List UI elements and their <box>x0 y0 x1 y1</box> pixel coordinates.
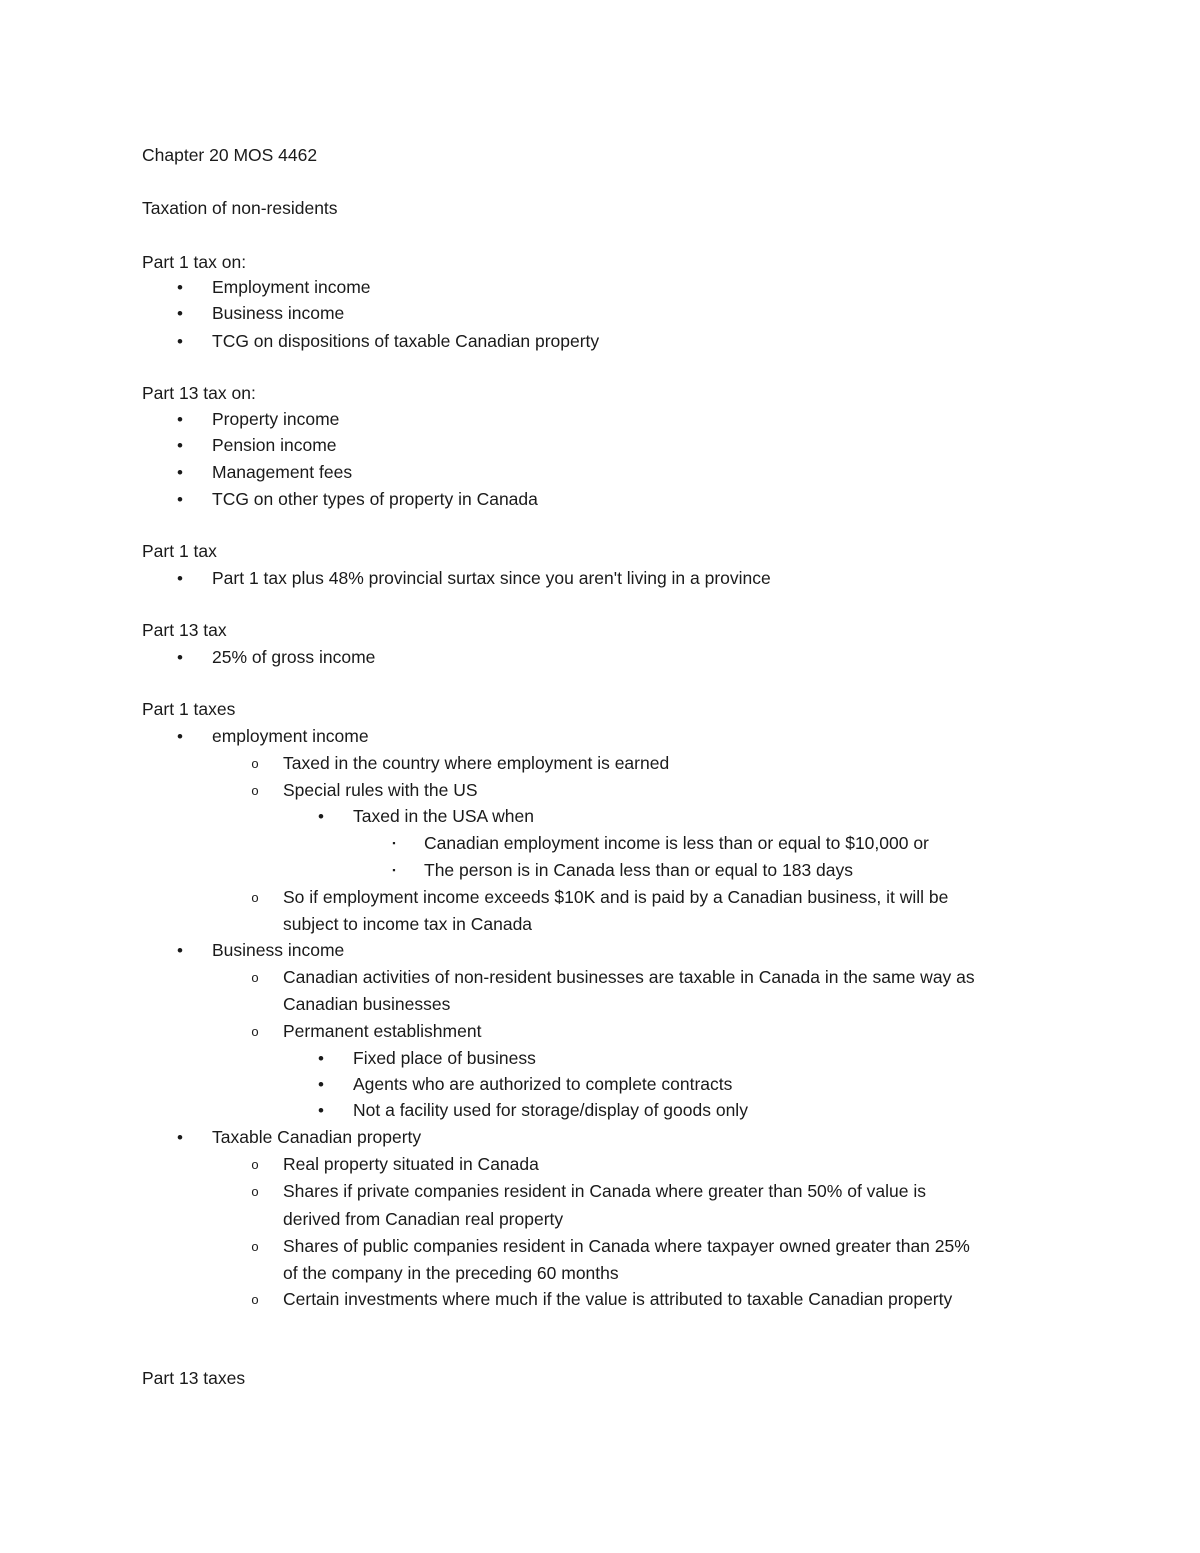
title-line <box>0 142 1200 169</box>
list-item: o Taxed in the country where employment is earned <box>0 750 1200 777</box>
list-item: • Property income <box>0 406 1200 433</box>
circle-bullet-icon: o <box>251 1292 259 1307</box>
list-item: o So if employment income exceeds $10K and is paid by a Canadian business, it will be <box>0 884 1200 911</box>
circle-bullet-icon: o <box>251 890 259 905</box>
list-item: • Management fees <box>0 459 1200 486</box>
square-bullet-icon: ▪ <box>392 865 396 875</box>
disc-bullet-icon: • <box>177 463 183 482</box>
list-item: • Business income <box>0 937 1200 964</box>
disc-bullet-icon: • <box>177 332 183 351</box>
list-item: • 25% of gross income <box>0 644 1200 671</box>
list-item: • Agents who are authorized to complete contracts <box>0 1071 1200 1098</box>
list-item: • Business income <box>0 300 1200 327</box>
list-item: • employment income <box>0 723 1200 750</box>
circle-bullet-icon: o <box>251 1024 259 1039</box>
section-heading: Part 13 taxes <box>142 1368 246 1388</box>
circle-bullet-icon: o <box>251 1157 259 1172</box>
disc-bullet-icon: • <box>177 278 183 297</box>
section-heading: Part 13 tax on: <box>142 383 256 403</box>
list-item: • Taxed in the USA when <box>0 803 1200 830</box>
disc-bullet-icon: • <box>177 569 183 588</box>
circle-bullet-icon: o <box>251 1184 259 1199</box>
disc-bullet-icon: • <box>318 1049 324 1068</box>
circle-bullet-icon: o <box>251 970 259 985</box>
circle-bullet-icon: o <box>251 783 259 798</box>
list-item: o Permanent establishment <box>0 1018 1200 1045</box>
section-heading: Part 1 taxes <box>142 699 236 719</box>
disc-bullet-icon: • <box>177 1128 183 1147</box>
disc-bullet-icon: • <box>177 304 183 323</box>
list-item: o Shares of public companies resident in Canada where taxpayer owned greater than 25% <box>0 1233 1200 1260</box>
circle-bullet-icon: o <box>251 1239 259 1254</box>
list-item-continuation: derived from Canadian real property <box>283 1209 564 1229</box>
disc-bullet-icon: • <box>318 807 324 826</box>
list-item: ▪ Canadian employment income is less than or equal to $10,000 or <box>0 830 1200 857</box>
circle-bullet-icon: o <box>251 756 259 771</box>
disc-bullet-icon: • <box>177 490 183 509</box>
disc-bullet-icon: • <box>177 436 183 455</box>
list-item: ▪ The person is in Canada less than or equal to 183 days <box>0 857 1200 884</box>
list-item-continuation: subject to income tax in Canada <box>283 914 533 934</box>
subtitle-line <box>0 195 1200 222</box>
list-item: o Shares if private companies resident in Canada where greater than 50% of value is <box>0 1178 1200 1205</box>
disc-bullet-icon: • <box>318 1075 324 1094</box>
disc-bullet-icon: • <box>177 648 183 667</box>
list-item: • Part 1 tax plus 48% provincial surtax since you aren't living in a province <box>0 565 1200 592</box>
list-item: • TCG on other types of property in Canada <box>0 486 1200 513</box>
list-item: o Certain investments where much if the value is attributed to taxable Canadian property <box>0 1286 1200 1313</box>
section-heading: Part 1 tax on: <box>142 252 247 272</box>
document-title: Chapter 20 MOS 4462 <box>142 145 318 165</box>
list-item: o Real property situated in Canada <box>0 1151 1200 1178</box>
section-heading: Part 1 tax <box>142 541 217 561</box>
list-item: o Special rules with the US <box>0 777 1200 804</box>
disc-bullet-icon: • <box>177 941 183 960</box>
document-subtitle: Taxation of non-residents <box>142 198 338 218</box>
disc-bullet-icon: • <box>318 1101 324 1120</box>
square-bullet-icon: ▪ <box>392 838 396 848</box>
list-item: • Not a facility used for storage/display of goods only <box>0 1097 1200 1124</box>
list-item: o Canadian activities of non-resident businesses are taxable in Canada in the same way as <box>0 964 1200 991</box>
list-item: • TCG on dispositions of taxable Canadian property <box>0 328 1200 355</box>
list-item-continuation: Canadian businesses <box>283 994 451 1014</box>
list-item-continuation: of the company in the preceding 60 months <box>283 1263 619 1283</box>
list-item: • Fixed place of business <box>0 1045 1200 1072</box>
list-item: • Employment income <box>0 274 1200 301</box>
list-item: • Taxable Canadian property <box>0 1124 1200 1151</box>
disc-bullet-icon: • <box>177 727 183 746</box>
list-item: • Pension income <box>0 432 1200 459</box>
disc-bullet-icon: • <box>177 410 183 429</box>
section-heading: Part 13 tax <box>142 620 227 640</box>
